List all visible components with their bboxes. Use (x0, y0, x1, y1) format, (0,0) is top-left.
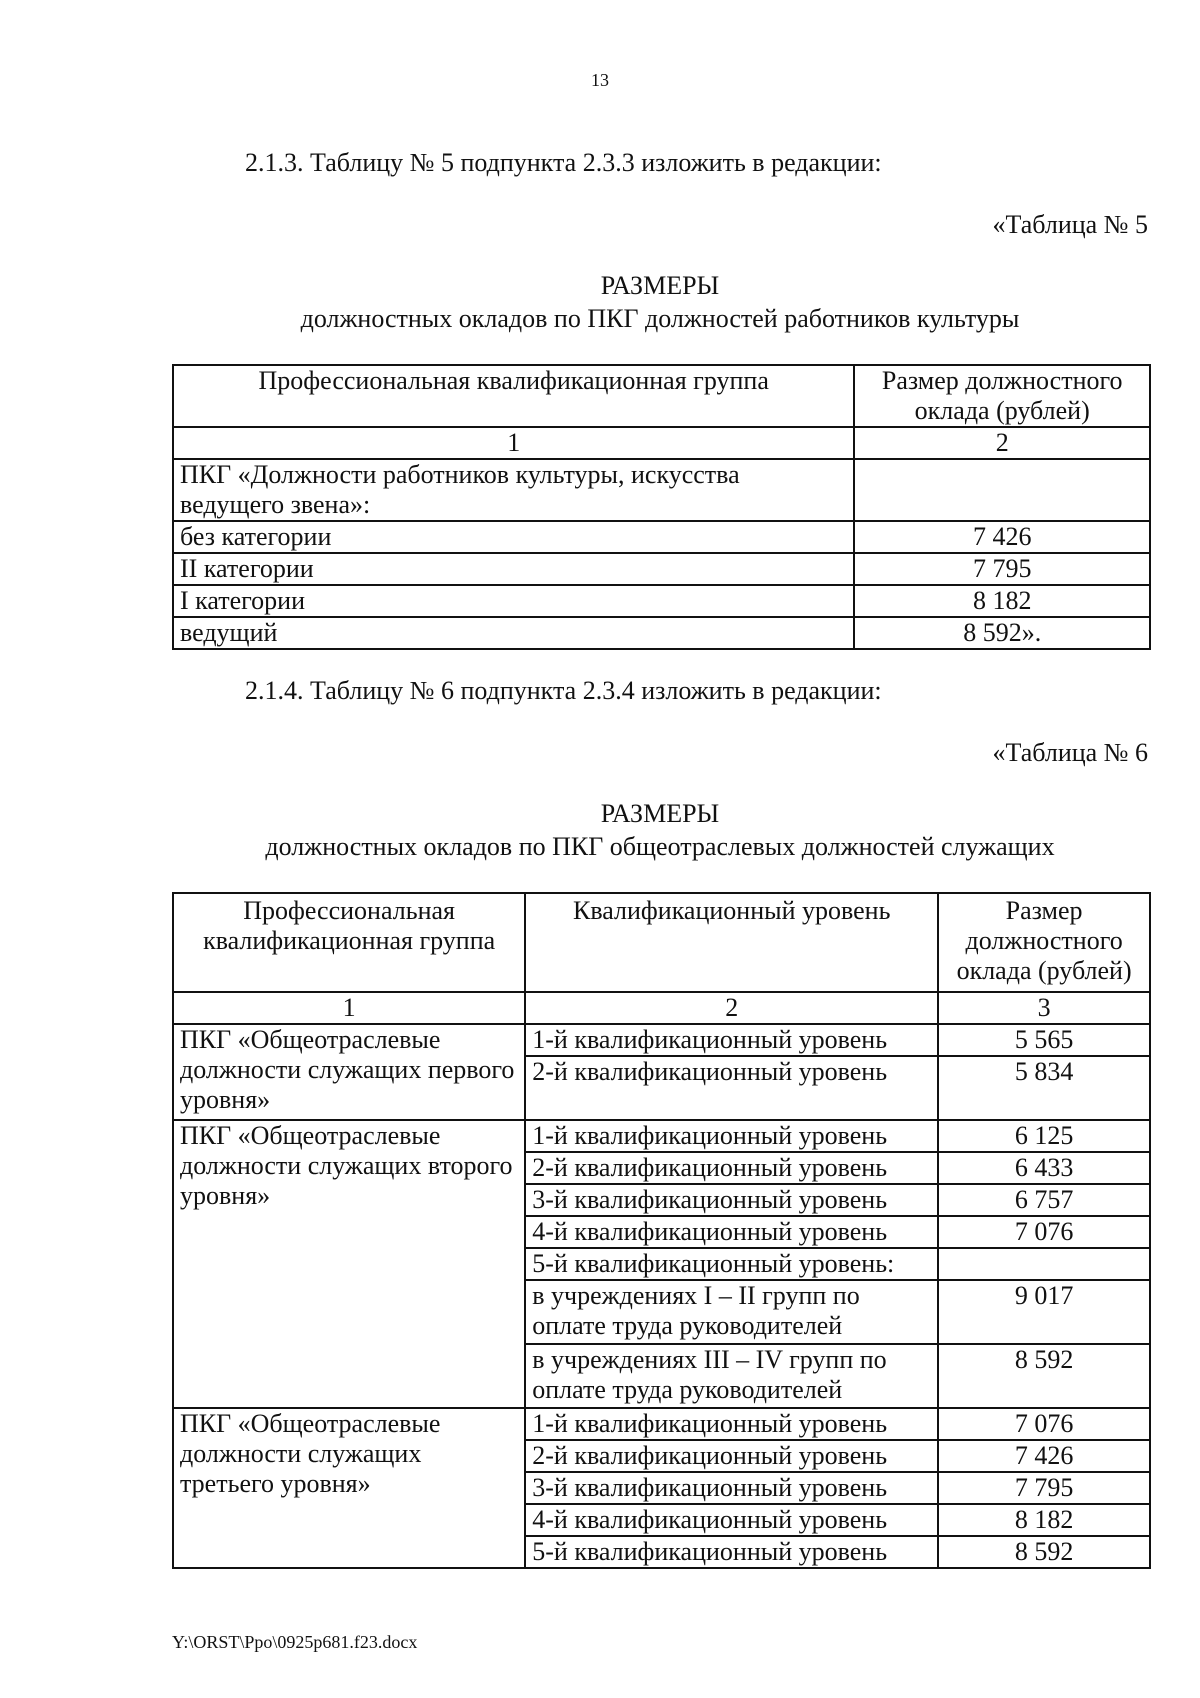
table6-value: 7 426 (938, 1440, 1150, 1472)
table6-title: РАЗМЕРЫ (600, 799, 720, 828)
table6-level: 5-й квалификационный уровень (525, 1536, 938, 1568)
table6-level: 3-й квалификационный уровень (525, 1472, 938, 1504)
table6-group-name: ПКГ «Общеотраслевые должности служащих третьего уровня» (173, 1408, 525, 1568)
table6-value: 8 182 (938, 1504, 1150, 1536)
table6-value: 5 834 (938, 1056, 1150, 1120)
table5-row-label: I категории (173, 585, 854, 617)
table6-level: 4-й квалификационный уровень (525, 1504, 938, 1536)
table6-level: 2-й квалификационный уровень (525, 1440, 938, 1472)
table6-level: 2-й квалификационный уровень (525, 1056, 938, 1120)
paragraph-2-1-3: 2.1.3. Таблицу № 5 подпункта 2.3.3 изложить в редакции: (245, 148, 882, 177)
table6-subtitle: должностных окладов по ПКГ общеотраслевых должностей служащих (265, 832, 1055, 861)
table6-level: 3-й квалификационный уровень (525, 1184, 938, 1216)
table6-value: 6 125 (938, 1120, 1150, 1152)
table6-header-group: Профессиональная квалификационная группа (173, 893, 525, 992)
paragraph-2-1-4: 2.1.4. Таблицу № 6 подпункта 2.3.4 изложить в редакции: (245, 676, 882, 705)
table6-level: 1-й квалификационный уровень (525, 1024, 938, 1056)
table6-level: 4-й квалификационный уровень (525, 1216, 938, 1248)
table6-level: 1-й квалификационный уровень (525, 1408, 938, 1440)
table6-colnum: 1 (173, 992, 525, 1024)
table6-value: 7 076 (938, 1216, 1150, 1248)
table6-value: 7 076 (938, 1408, 1150, 1440)
table5-empty-cell (854, 459, 1150, 521)
table6-header-salary: Размер должностного оклада (рублей) (938, 893, 1150, 992)
table5-title: РАЗМЕРЫ (600, 271, 720, 300)
table6-value (938, 1248, 1150, 1280)
table6-value: 5 565 (938, 1024, 1150, 1056)
table5-row-label: II категории (173, 553, 854, 585)
table6-value: 6 757 (938, 1184, 1150, 1216)
table6-group-name: ПКГ «Общеотраслевые должности служащих первого уровня» (173, 1024, 525, 1120)
table6-value: 6 433 (938, 1152, 1150, 1184)
table5-subtitle: должностных окладов по ПКГ должностей работников культуры (300, 304, 1020, 333)
table6-level: 5-й квалификационный уровень: (525, 1248, 938, 1280)
page-number: 13 (591, 70, 609, 90)
table5 (172, 364, 1151, 650)
table6 (172, 892, 1151, 1569)
file-path-footer: Y:\ORST\Ppo\0925p681.f23.docx (172, 1632, 418, 1652)
table6-reference: «Таблица № 6 (992, 738, 1148, 767)
table5-colnum: 2 (854, 427, 1150, 459)
table5-row-value: 7 426 (854, 521, 1150, 553)
table5-row-label: без категории (173, 521, 854, 553)
table6-colnum: 2 (525, 992, 938, 1024)
table6-level: в учреждениях III – IV групп по оплате труда руководителей (525, 1344, 938, 1408)
table6-header-level: Квалификационный уровень (525, 893, 938, 992)
table6-level: 1-й квалификационный уровень (525, 1120, 938, 1152)
table6-value: 9 017 (938, 1280, 1150, 1344)
table6-value: 8 592 (938, 1344, 1150, 1408)
table6-value: 7 795 (938, 1472, 1150, 1504)
table5-header-group: Профессиональная квалификационная группа (173, 365, 854, 427)
table5-row-value: 8 592». (854, 617, 1150, 649)
table5-colnum: 1 (173, 427, 854, 459)
table6-value: 8 592 (938, 1536, 1150, 1568)
table6-colnum: 3 (938, 992, 1150, 1024)
table5-group-name: ПКГ «Должности работников культуры, искусства ведущего звена»: (173, 459, 854, 521)
table5-row-value: 8 182 (854, 585, 1150, 617)
table6-level: 2-й квалификационный уровень (525, 1152, 938, 1184)
table6-level: в учреждениях I – II групп по оплате труда руководителей (525, 1280, 938, 1344)
table5-row-label: ведущий (173, 617, 854, 649)
table5-row-value: 7 795 (854, 553, 1150, 585)
table6-group-name: ПКГ «Общеотраслевые должности служащих второго уровня» (173, 1120, 525, 1408)
table5-reference: «Таблица № 5 (992, 210, 1148, 239)
table5-header-salary: Размер должностного оклада (рублей) (854, 365, 1150, 427)
